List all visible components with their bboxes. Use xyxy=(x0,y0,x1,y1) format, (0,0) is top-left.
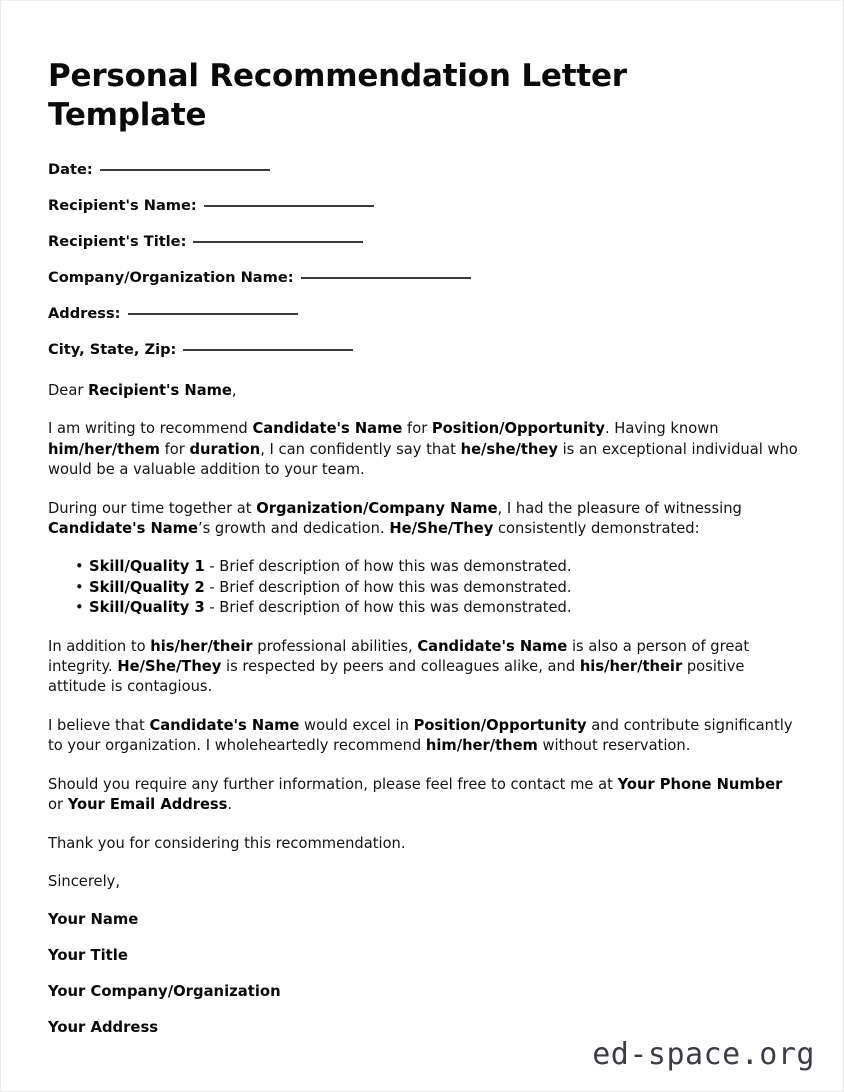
para3-bold-pronoun-possessive-1: his/her/their xyxy=(150,637,253,655)
form-rule-company-name xyxy=(301,277,471,279)
list-item xyxy=(89,578,800,598)
para4-text-2: would excel in xyxy=(299,716,414,734)
paragraph-time-together xyxy=(48,499,800,540)
para1-text-6: is an exceptional individual who would be a valuable addition to your team. xyxy=(48,440,798,479)
paragraph-character xyxy=(48,637,800,698)
skills-list xyxy=(48,557,800,618)
para1-text-1: I am writing to recommend xyxy=(48,420,253,438)
para3-bold-candidate-name: Candidate's Name xyxy=(417,637,568,655)
para2-text-4: consistently demonstrated: xyxy=(493,520,700,538)
para3-text-4: is respected by peers and colleagues alike, and xyxy=(221,658,580,676)
para3-text-1: In addition to xyxy=(48,637,151,655)
letter-body xyxy=(48,381,800,892)
para1-text-5: , I can confidently say that xyxy=(260,440,461,458)
para2-text-1: During our time together at xyxy=(48,499,257,517)
para3-text-3: is also a person of great integrity. xyxy=(48,637,750,676)
skill-description-1: - Brief description of how this was demonstrated. xyxy=(204,558,572,576)
form-label-recipient-name: Recipient's Name: xyxy=(48,197,197,214)
para4-text-1: I believe that xyxy=(48,716,150,734)
document-content xyxy=(48,57,800,1037)
form-rule-address xyxy=(128,313,298,315)
signature-your-address: Your Address xyxy=(48,1019,159,1037)
skill-name-1: Skill/Quality 1 xyxy=(89,558,205,576)
signature-your-title: Your Title xyxy=(48,947,128,965)
form-row-recipient-title xyxy=(48,233,800,251)
signature-your-name: Your Name xyxy=(48,911,139,929)
para3-text-2: professional abilities, xyxy=(252,637,418,655)
skill-description-3: - Brief description of how this was demonstrated. xyxy=(204,599,572,617)
para4-text-3: and contribute significantly to your organization. I wholeheartedly recommend xyxy=(48,716,793,755)
signature-your-company: Your Company/Organization xyxy=(48,983,281,1001)
salutation-suffix: , xyxy=(231,382,237,399)
form-label-company-name: Company/Organization Name: xyxy=(48,269,294,286)
para1-text-4: for xyxy=(159,440,190,458)
signature-block xyxy=(48,911,800,1037)
para4-bold-pronoun-object: him/her/them xyxy=(425,737,538,755)
page-title: Personal Recommendation Letter Template xyxy=(48,58,627,133)
form-row-company-name xyxy=(48,269,800,287)
para3-bold-pronoun-possessive-2: his/her/their xyxy=(579,658,683,676)
form-row-city-state-zip xyxy=(48,341,800,359)
para2-text-3: ’s growth and dedication. xyxy=(197,520,390,538)
recipient-form-block xyxy=(48,161,800,359)
form-rule-date xyxy=(100,169,270,171)
closing-line: Sincerely, xyxy=(48,872,121,890)
para5-text-2: or xyxy=(48,796,68,814)
salutation-prefix: Dear xyxy=(48,382,89,399)
salutation-line xyxy=(48,381,800,401)
site-watermark: ed-space.org xyxy=(592,1037,815,1072)
form-label-address: Address: xyxy=(48,305,121,322)
para4-text-4: without reservation. xyxy=(537,737,691,755)
para1-bold-pronoun-subject: he/she/they xyxy=(460,440,558,458)
para1-bold-pronoun-object: him/her/them xyxy=(48,440,160,458)
para2-bold-pronoun-subject: He/She/They xyxy=(389,520,494,538)
skill-name-3: Skill/Quality 3 xyxy=(89,599,205,617)
para5-bold-email: Your Email Address xyxy=(67,796,228,814)
para1-bold-candidate-name: Candidate's Name xyxy=(252,420,403,438)
form-row-address xyxy=(48,305,800,323)
list-item xyxy=(89,557,800,577)
form-label-recipient-title: Recipient's Title: xyxy=(48,233,187,250)
paragraph-contact xyxy=(48,775,800,816)
para1-bold-duration: duration xyxy=(189,440,261,458)
para5-text-1: Should you require any further information, please feel free to contact me at xyxy=(48,775,618,793)
para1-text-3: . Having known xyxy=(604,420,719,438)
form-row-date xyxy=(48,161,800,179)
paragraph-thanks: Thank you for considering this recommendation. xyxy=(48,834,406,852)
form-rule-recipient-title xyxy=(193,241,363,243)
para2-bold-candidate-name: Candidate's Name xyxy=(48,520,198,538)
skill-description-2: - Brief description of how this was demonstrated. xyxy=(204,578,572,596)
list-item xyxy=(89,598,800,618)
para5-bold-phone: Your Phone Number xyxy=(617,775,783,793)
para3-bold-pronoun-subject: He/She/They xyxy=(117,658,222,676)
skill-name-2: Skill/Quality 2 xyxy=(89,578,205,596)
para2-text-2: , I had the pleasure of witnessing xyxy=(497,499,742,517)
para1-bold-position: Position/Opportunity xyxy=(431,420,605,438)
para1-text-2: for xyxy=(402,420,432,438)
para5-text-3: . xyxy=(227,796,233,814)
form-label-date: Date: xyxy=(48,161,93,178)
form-label-city-state-zip: City, State, Zip: xyxy=(48,341,177,358)
salutation-placeholder: Recipient's Name xyxy=(88,382,232,399)
paragraph-endorsement xyxy=(48,716,800,757)
form-row-recipient-name xyxy=(48,197,800,215)
paragraph-intro xyxy=(48,419,800,480)
para4-bold-candidate-name: Candidate's Name xyxy=(149,716,300,734)
para2-bold-organization: Organization/Company Name xyxy=(256,499,498,517)
para4-bold-position: Position/Opportunity xyxy=(413,716,587,734)
para3-text-5: positive attitude is contagious. xyxy=(48,658,745,696)
form-rule-city-state-zip xyxy=(183,349,353,351)
form-rule-recipient-name xyxy=(204,205,374,207)
